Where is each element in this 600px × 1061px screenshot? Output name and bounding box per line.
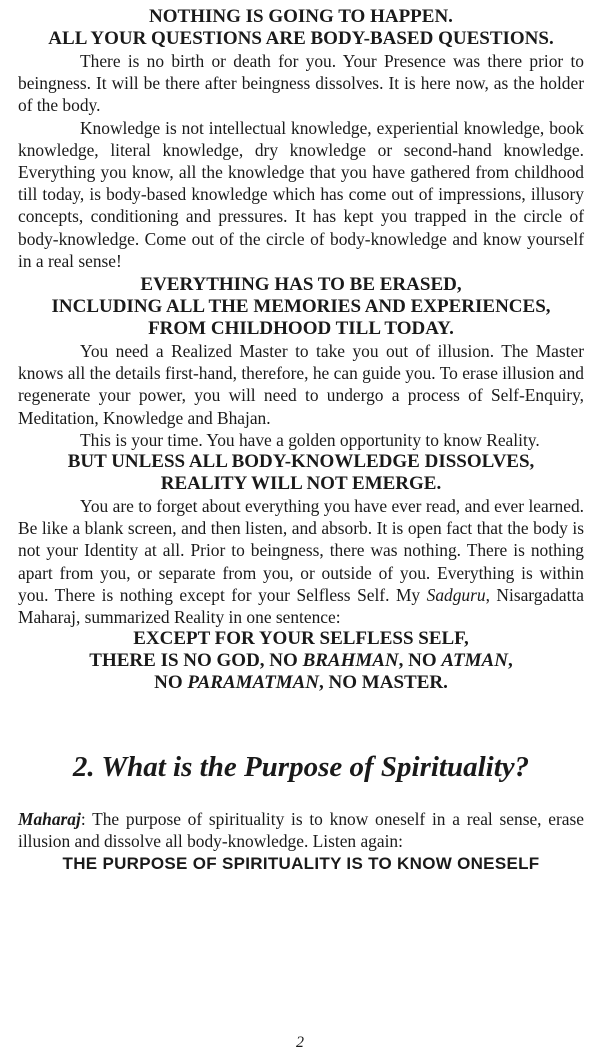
paragraph: Knowledge is not intellectual knowledge, experiential knowledge, book knowledge, literal knowledge, dry knowledge or second-hand knowledge. Everything you know, all the knowledge that you have gathered from childhood till today, is body-based knowledge which has come out of impressions, illusory concepts, conditioning and pressures. It has kept you trapped in the circle of body-knowledge. Come out of the circle of body-knowledge and know yourself in a real sense! <box>18 117 584 271</box>
paragraph: You are to forget about everything you have ever read, and ever learned. Be like a blank screen, and then listen, and absorb. It is open fact that the body is not your Identity at all. Prior to beingness, there was nothing. There is nothing apart from you, or separate from you, or outside of you. Everything is within you. There is nothing except for your Selfless Self. My Sadguru, Nisargadatta Maharaj, summarized Reality in one sentence: <box>18 496 584 628</box>
paragraph: You need a Realized Master to take you out of illusion. The Master knows all the details first-hand, therefore, he can guide you. To erase illusion and regenerate your power, you will need to undergo a process of Self-Enquiry, Meditation, Knowledge and Bhajan. <box>18 341 584 428</box>
heading-line: REALITY WILL NOT EMERGE. <box>160 473 442 495</box>
heading-line: THERE IS NO GOD, NO BRAHMAN, NO ATMAN, <box>89 650 513 672</box>
speaker-name: Maharaj <box>18 809 81 830</box>
heading-line: ALL YOUR QUESTIONS ARE BODY-BASED QUESTIONS. <box>48 28 554 49</box>
heading-line: EXCEPT FOR YOUR SELFLESS SELF, <box>133 628 469 650</box>
heading-line: FROM CHILDHOOD TILL TODAY. <box>148 318 454 340</box>
heading-line: INCLUDING ALL THE MEMORIES AND EXPERIENCES, <box>51 296 551 318</box>
heading-line: NOTHING IS GOING TO HAPPEN. <box>149 6 453 27</box>
page-content <box>18 6 584 875</box>
paragraph: Maharaj: The purpose of spirituality is to know oneself in a real sense, erase illusion and dissolve all body-knowledge. Listen again: <box>18 809 584 852</box>
heading-line: NO PARAMATMAN, NO MASTER. <box>154 672 448 694</box>
heading-line: EVERYTHING HAS TO BE ERASED, <box>140 274 462 296</box>
page-number: 2 <box>296 1034 304 1051</box>
chapter-title: 2. What is the Purpose of Spirituality? <box>72 751 530 784</box>
heading-line: THE PURPOSE OF SPIRITUALITY IS TO KNOW ONESELF <box>62 853 540 873</box>
paragraph: There is no birth or death for you. Your Presence was there prior to beingness. It will be there after beingness dissolves. It is here now, as the holder of the body. <box>18 51 584 116</box>
paragraph: This is your time. You have a golden opportunity to know Reality. <box>80 429 540 450</box>
heading-line: BUT UNLESS ALL BODY-KNOWLEDGE DISSOLVES, <box>67 451 535 473</box>
